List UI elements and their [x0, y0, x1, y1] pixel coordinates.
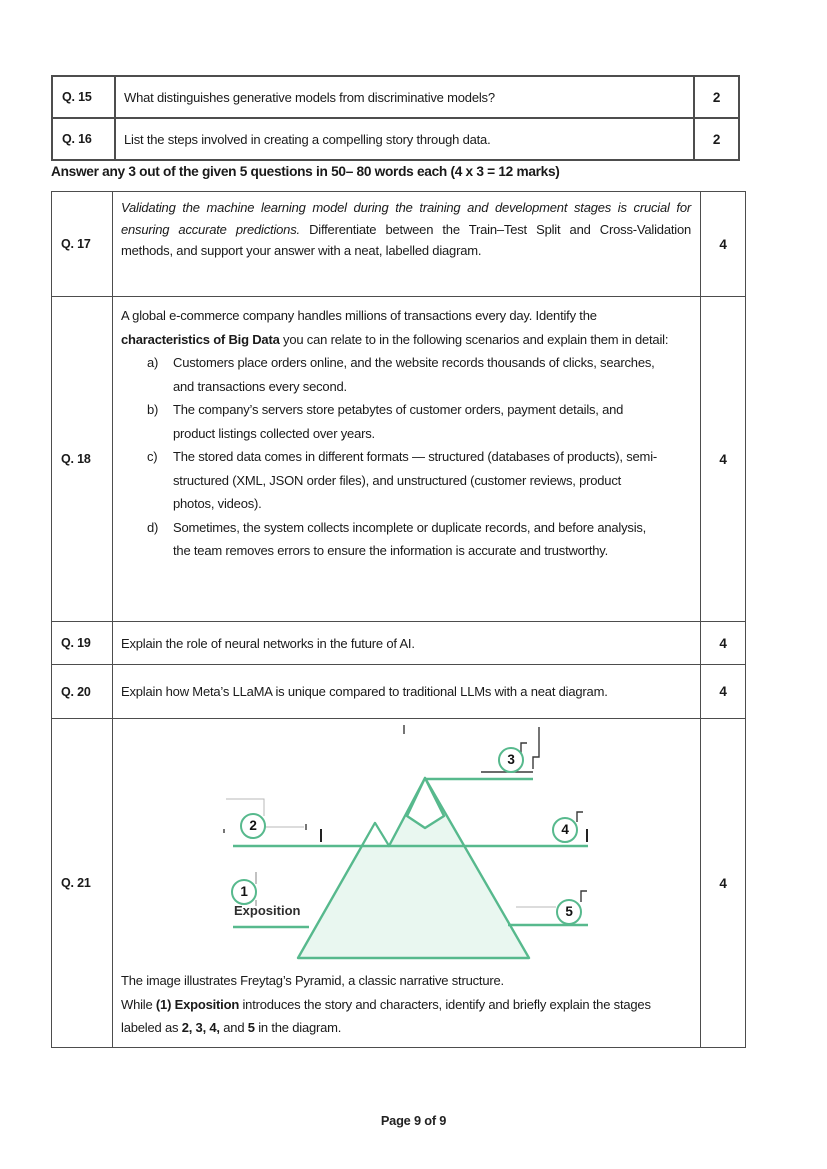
list-label: b) [147, 402, 159, 417]
question-number: Q. 21 [52, 719, 113, 1048]
caption-text: introduces the story and characters, identify and briefly explain the stages labeled as [121, 996, 651, 1035]
short-questions-table [51, 75, 740, 161]
list-text: Sometimes, the system collects incomplete or duplicate records, and before analysis, the team removes errors to ensure the information is accurate and trustworthy. [173, 519, 647, 558]
question-number: Q. 18 [52, 297, 113, 622]
stage-circle-2: 2 [240, 813, 266, 839]
question-text: What distinguishes generative models from discriminative models? [115, 76, 694, 118]
stage-circle-3: 3 [498, 747, 524, 773]
question-text: List the steps involved in creating a compelling story through data. [115, 118, 694, 160]
marks-value: 4 [701, 719, 746, 1048]
marks-value: 2 [694, 118, 739, 160]
question-text: Explain the role of neural networks in the future of AI. [113, 622, 701, 665]
caption-text: in the diagram. [254, 1020, 342, 1035]
freytag-pyramid-svg [113, 719, 701, 967]
question-text: Explain how Meta’s LLaMA is unique compared to traditional LLMs with a neat diagram. [113, 665, 701, 719]
exposition-label: Exposition [234, 903, 301, 918]
marks-value: 4 [701, 297, 746, 622]
q18-intro-bold: characteristics of Big Data [121, 331, 280, 347]
freytag-pyramid-diagram [113, 719, 701, 967]
table-row-q20 [52, 665, 746, 719]
q17-italic-text: Validating the machine learning model during the training and development stages is crucial for ensuring accurate predictions. [121, 200, 691, 237]
stage-circle-1: 1 [231, 879, 257, 905]
section-heading: Answer any 3 out of the given 5 questions in 50– 80 words each (4 x 3 = 12 marks) [51, 164, 560, 179]
list-label: c) [147, 449, 158, 464]
marks-value: 4 [701, 665, 746, 719]
question-number: Q. 17 [52, 192, 113, 297]
marks-value: 4 [701, 192, 746, 297]
table-row-q18 [52, 297, 746, 622]
marks-value: 2 [694, 76, 739, 118]
list-item-a [121, 351, 690, 398]
table-row-q17 [52, 192, 746, 297]
long-questions-table [51, 191, 746, 1048]
question-text [113, 192, 701, 297]
list-text: Customers place orders online, and the website records thousands of clicks, searches, and transactions every second. [173, 355, 655, 394]
caption-bold-exposition: (1) Exposition [155, 996, 240, 1012]
list-text: The company’s servers store petabytes of customer orders, payment details, and product listings collected over years. [173, 402, 624, 441]
list-item-c [121, 445, 690, 516]
q18-intro [121, 304, 690, 351]
q18-intro-end: you can relate to in the following scenarios and explain them in detail: [279, 331, 669, 347]
q21-caption-line1: The image illustrates Freytag’s Pyramid, a classic narrative structure. [121, 973, 504, 988]
question-number: Q. 16 [52, 118, 115, 160]
caption-text: While [121, 996, 156, 1012]
question-number: Q. 15 [52, 76, 115, 118]
page-number-footer: Page 9 of 9 [380, 1113, 447, 1128]
table-row-q16 [52, 118, 739, 160]
caption-bold-stages: 2, 3, 4, [181, 1020, 220, 1035]
question-number: Q. 20 [52, 665, 113, 719]
q21-caption [113, 967, 700, 1040]
list-label: d) [147, 519, 159, 535]
q18-intro-start: A global e-commerce company handles millions of transactions every day. Identify the [121, 308, 597, 323]
marks-value: 4 [701, 622, 746, 665]
stage-circle-5: 5 [556, 899, 582, 925]
q21-caption-line2 [121, 993, 690, 1040]
table-row-q19 [52, 622, 746, 665]
left-peak-white [362, 823, 389, 846]
snow-cap [407, 778, 444, 828]
question-content [113, 719, 701, 1048]
q17-normal-text: Differentiate between the Train–Test Split and Cross-Validation methods, and support your answer with a neat, labelled diagram. [121, 221, 692, 259]
list-text: The stored data comes in different formats — structured (databases of products), semi-structured (XML, JSON order files), and unstructured (customer reviews, product photos, videos). [173, 449, 658, 511]
caption-bold-stage5: 5 [247, 1020, 255, 1035]
list-item-d [121, 516, 690, 563]
table-row-q15 [52, 76, 739, 118]
list-label: a) [147, 355, 159, 370]
question-number: Q. 19 [52, 622, 113, 665]
caption-text: and [219, 1020, 248, 1035]
table-row-q21 [52, 719, 746, 1048]
stage-circle-4: 4 [552, 817, 578, 843]
question-text [113, 297, 701, 622]
list-item-b [121, 398, 690, 445]
